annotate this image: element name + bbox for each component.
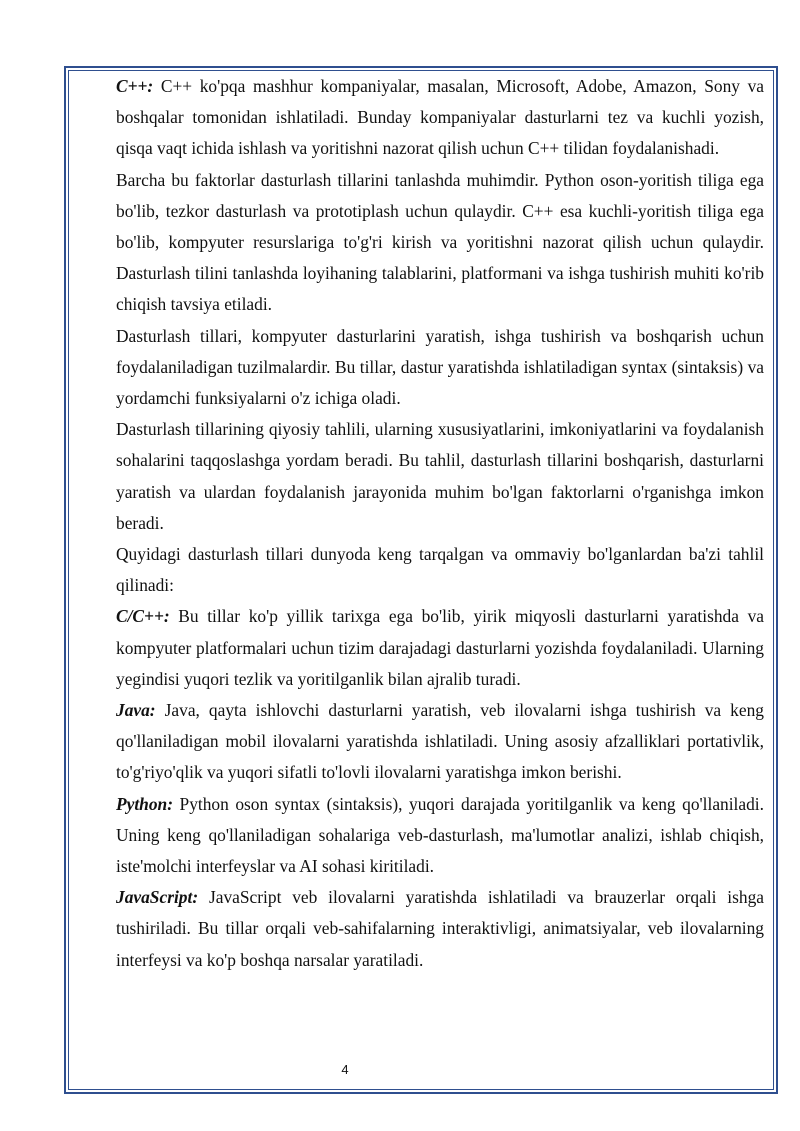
paragraph-c-cpp <box>116 601 764 695</box>
paragraph-text: Dasturlash tillarining qiyosiy tahlili, ularning xususiyatlarini, imkoniyatlarini va foydalanish sohalarini taqqoslashga yordam beradi. Bu tahlil, dasturlash tillarini boshqarish, dasturlarni yaratish va ulardan foydalanish jarayonida muhim bo'lgan faktorlarni o'rganishga imkon beradi. <box>116 419 764 533</box>
paragraph-python <box>116 789 764 883</box>
paragraph-text: Bu tillar ko'p yillik tarixga ega bo'lib, yirik miqyosli dasturlarni yaratishda va kompyuter platformalari uchun tizim darajadagi dasturlarni yozishda foydalaniladi. Ularning yegindisi yuqori tezlik va yoritilganlik bilan ajralib turadi. <box>116 606 764 689</box>
paragraph-text: JavaScript veb ilovalarni yaratishda ishlatiladi va brauzerlar orqali ishga tushiriladi. Bu tillar orqali veb-sahifalarning interaktivligi, animatsiyalar, veb ilovalarning interfeysi va ko'p boshqa narsalar yaratiladi. <box>116 887 764 970</box>
page-number: 4 <box>341 1062 349 1077</box>
paragraph-java <box>116 695 764 789</box>
paragraph-javascript <box>116 882 764 976</box>
paragraph-cpp <box>116 71 764 165</box>
term-label: C++: <box>116 76 154 96</box>
term-label: JavaScript: <box>116 887 199 908</box>
document-body <box>116 71 764 976</box>
term-label: Java: <box>116 700 156 721</box>
term-label: Python: <box>116 793 174 814</box>
paragraph-factors <box>116 165 764 321</box>
paragraph-text: C++ ko'pqa mashhur kompaniyalar, masalan, Microsoft, Adobe, Amazon, Sony va boshqalar tomonidan ishlatiladi. Bunday kompaniyalar dasturlarni tez va kuchli yozish, qisqa vaqt ichida ishlash va yoritishni nazorat qilish uchun C++ tilidan foydalanishadi. <box>116 76 764 159</box>
paragraph-text: Java, qayta ishlovchi dasturlarni yaratish, veb ilovalarni ishga tushirish va keng qo'llaniladigan mobil ilovalarni yaratishda ishlatiladi. Uning asosiy afzalliklari portativlik, to'g'riyo'qlik va yuqori sifatli to'lovli ilovalarni yaratishga imkon berishi. <box>116 700 764 783</box>
paragraph-text: Barcha bu faktorlar dasturlash tillarini tanlashda muhimdir. Python oson-yoritish tiliga ega bo'lib, tezkor dasturlash va prototiplash uchun qulaydir. C++ esa kuchli-yoritish tiliga ega bo'lib, kompyuter resurslariga to'g'ri kirish va yoritishni nazorat qilish uchun qulaydir. Dasturlash tilini tanlashda loyihaning talablarini, platformani va ishga tushirish muhiti ko'rib chiqish tavsiya etiladi. <box>116 169 764 315</box>
paragraph-text: Dasturlash tillari, kompyuter dasturlarini yaratish, ishga tushirish va boshqarish uchun foydalaniladigan tuzilmalardir. Bu tillar, dastur yaratishda ishlatiladigan syntax (sintaksis) va yordamchi funksiyalarni o'z ichiga oladi. <box>116 325 764 409</box>
paragraph-text: Python oson syntax (sintaksis), yuqori darajada yoritilganlik va keng qo'llaniladi. Uning keng qo'llaniladigan sohalariga veb-dasturlash, ma'lumotlar analizi, ishlab chiqish, iste'molchi interfeyslar va AI sohasi kiritiladi. <box>116 793 764 877</box>
term-label: C/C++: <box>116 606 170 627</box>
paragraph-text: Quyidagi dasturlash tillari dunyoda keng tarqalgan va ommaviy bo'lganlardan ba'zi tahlil qilinadi: <box>116 544 764 596</box>
paragraph-intro-list <box>116 539 764 601</box>
paragraph-analysis <box>116 414 764 539</box>
paragraph-definition <box>116 321 764 415</box>
